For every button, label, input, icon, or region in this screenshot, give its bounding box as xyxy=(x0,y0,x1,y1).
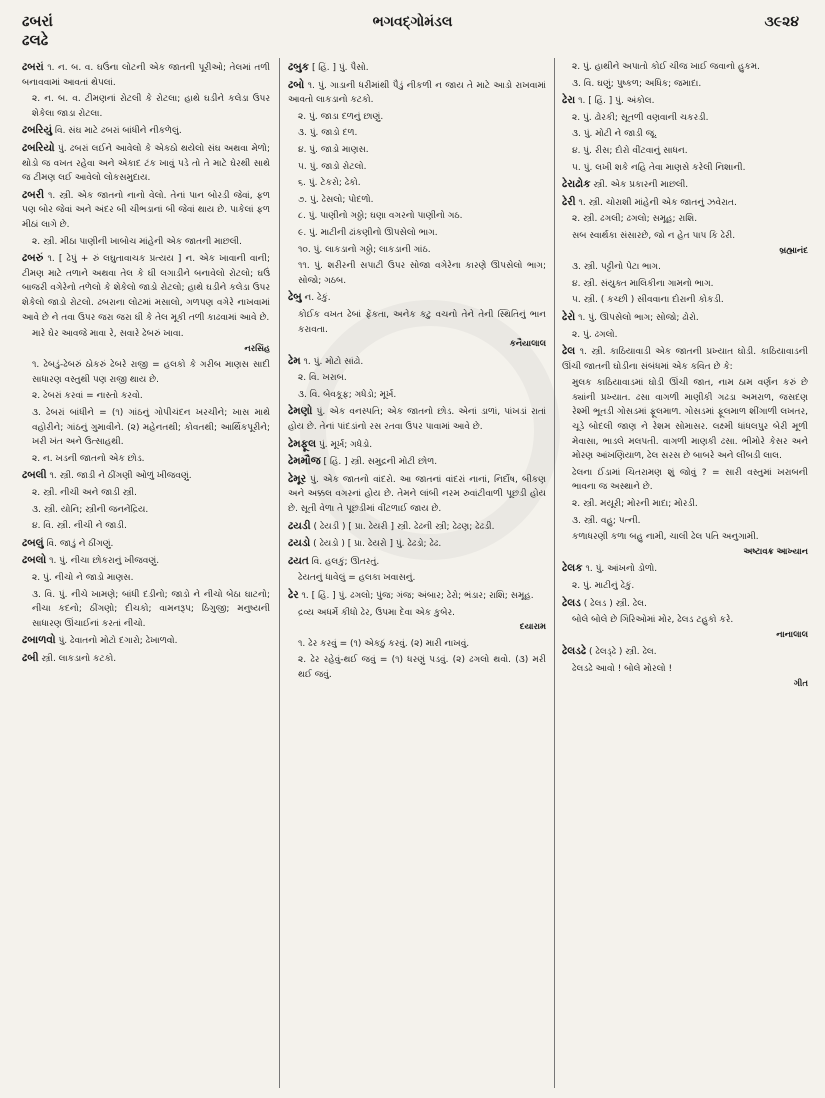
definition-text: ૨. સ્ત્રી. નીચી અને જાડી સ્ત્રી. xyxy=(32,488,137,499)
definition-text: ૪. સ્ત્રી. સંયુક્ત માલિકીના ગામનો ભાગ. xyxy=(572,278,714,289)
dictionary-entry xyxy=(562,229,808,258)
dictionary-entry xyxy=(288,554,546,570)
dictionary-entry xyxy=(288,472,546,517)
dictionary-entry xyxy=(288,519,546,535)
headword: ઢેરી xyxy=(562,195,576,208)
definition-text: ૧. [ હિં. ] પું. ઢગલો; પુંજ; ગંજ; અંબાર; ઢેરો; ભંડાર; રાશિ; સમૂહ. xyxy=(298,591,534,601)
definition-text: ઢેયતનું ધાવેલું = હલકા ખવાસનું. xyxy=(298,573,416,584)
definition-text: ૧. પું. ઊપસેલો ભાગ; સોજો; ઢોરો. xyxy=(575,312,699,323)
dictionary-entry xyxy=(288,388,546,403)
dictionary-entry xyxy=(288,571,546,586)
dictionary-entry xyxy=(22,553,270,569)
definition-text: વિ. જાડું ને ઠીંગણું. xyxy=(43,538,114,549)
headword: ઢેરો xyxy=(562,310,576,323)
headword: ઢબરું xyxy=(22,252,44,265)
dictionary-entry xyxy=(288,454,546,470)
dictionary-entry xyxy=(562,93,808,109)
dictionary-entry xyxy=(562,497,808,512)
definition-text: ૧૦. પું. લાકડાનો ગઠ્ઠો; લાકડાની ગાંઠ. xyxy=(298,244,431,255)
definition-text: પું. એક વનસ્પતિ; એક જાતનો છોડ. એનાં ડાળાં, પાંખડાં રાતાં હોય છે. તેનાં પાંદડાંનો રસ રતવા ઉપર પાવામાં આવે છે. xyxy=(288,407,546,433)
definition-text: ૩. વિ. બેવકૂફ; ગધેડો; મૂર્ખ. xyxy=(298,389,397,400)
dictionary-entry xyxy=(288,606,546,635)
dictionary-entry xyxy=(22,651,270,667)
headword: ઢબરી xyxy=(22,188,45,201)
headword: ઢેમૂર xyxy=(288,472,307,485)
definition-text: ૨. ઢેબરાં કરવાં = નાસ્તો કરવો. xyxy=(32,391,143,402)
definition-text: ૯. પું. માટીની ઢાંકણીનો ઊપસેલો ભાગ. xyxy=(298,227,438,238)
headword: ઢબી xyxy=(22,651,39,664)
dictionary-entry xyxy=(288,588,546,604)
definition-text: ૮. પું. પાણીનો ગઠ્ઠો; ઘણા વગરનો પાણીનો ગઠ. xyxy=(298,211,463,222)
dictionary-entry xyxy=(22,406,270,450)
dictionary-entry xyxy=(22,188,270,233)
dictionary-entry xyxy=(22,60,270,90)
dictionary-entry xyxy=(562,344,808,374)
headword: ઢબલી xyxy=(22,469,47,482)
dictionary-entry xyxy=(562,177,808,193)
definition-text: ઢેલડઢે આવો ! બોલે મોરલો ! xyxy=(572,663,673,674)
dictionary-entry xyxy=(562,260,808,275)
dictionary-entry xyxy=(562,530,808,559)
definition-text: ૧. પું. નીચા છોકરાનું ખીજવણું. xyxy=(46,556,160,567)
dictionary-entry xyxy=(288,308,546,352)
dictionary-entry xyxy=(288,404,546,434)
definition-text: ૨. સ્ત્રી. મીઠા પાણીની ખાબોચ માંહેની એક જાતની માછલી. xyxy=(32,236,242,247)
headword: ઢબાળવો xyxy=(22,634,56,647)
headword: ઢેમણો xyxy=(288,405,313,418)
dictionary-entry xyxy=(562,662,808,691)
definition-text: ૨. ઢેર રહેવું-થઈ જવું = (૧) ધરણું પડવું. (૨) ઢગલો થવો. (૩) મરી થઈ જવું. xyxy=(298,655,546,680)
headword: ઢબરાં xyxy=(22,61,44,73)
headword: ઢેમ xyxy=(288,354,301,367)
dictionary-entry xyxy=(288,126,546,141)
definition-text: ૨. સ્ત્રી. મયૂરી; મોરની માદા; મોરડી. xyxy=(572,499,698,510)
dictionary-entry xyxy=(562,127,808,142)
headword: ઢબરિયું xyxy=(22,124,53,137)
definition-text: ૨. પું. નીચો ને જાડો માણસ. xyxy=(32,573,134,583)
definition-text: ૫. પું. જાડો રોટલો. xyxy=(298,161,367,172)
definition-text: પું. મૂર્ખ; ગધેડો. xyxy=(316,439,373,450)
definition-text: [ હિં. ] પું. પૈસો. xyxy=(309,63,369,73)
dictionary-entry xyxy=(288,371,546,386)
dictionary-entry xyxy=(22,468,270,484)
citation-source: નાનાલાલ xyxy=(776,629,808,640)
definition-text: ૨. પું. ઢગલો. xyxy=(572,329,618,340)
definition-text: સ્ત્રી. લાકડાનો કટકો. xyxy=(38,653,117,664)
dictionary-entry xyxy=(22,503,270,518)
dictionary-entry xyxy=(288,354,546,370)
definition-text: ૧. ઢેબડું-ઢેબરું ઠોકરું ઢેબરે રાજી = હલકો કે ગરીબ માણસ સાદી સાધારણ વસ્તુથી પણ રાજી થાય છે. xyxy=(32,360,270,385)
definition-text: ૩. સ્ત્રી. યોનિ; સ્ત્રીની જનનેંદ્રિય. xyxy=(32,504,149,515)
dictionary-entry xyxy=(22,536,270,552)
dictionary-entry xyxy=(562,376,808,464)
dictionary-entry xyxy=(562,466,808,495)
dictionary-entry xyxy=(22,123,270,139)
definition-text: પું. ઢબરાં લઈને આવેલો કે એકઠો થયેલો સંઘ અથવા મેળો; થોડો જ વખત રહેવા અને એકાદ ટંક ખાવું પડે તો તે માટે ઘેરથી સાથે જ ટીમણ લઈ આવેલો લોકસમુદાય. xyxy=(22,143,270,184)
headword: ઢેલ xyxy=(562,345,576,358)
definition-text: ૩. પું. જાડો દળ. xyxy=(298,128,358,139)
headword: ઢેલક xyxy=(562,562,583,575)
headword: ઢયત xyxy=(288,554,309,567)
dictionary-entry xyxy=(562,579,808,594)
definition-text: ૨. પું. હાથીને અપાતો કોઈ ચીજ ખાઈ જવાનો હુકમ. xyxy=(572,62,760,72)
definition-text: વિ. સંઘ માટે ઢબરાં બાંધીને નીકળેલું. xyxy=(52,126,182,137)
definition-text: ૪. પું. જાડો માણસ. xyxy=(298,144,369,155)
definition-text: ૧૧. પું. શરીરની સપાટી ઉપર સોજા વગેરેના કારણે ઊપસેલો ભાગ; સોજો; ગઠબ. xyxy=(298,261,546,286)
headword: ઢબો xyxy=(288,78,305,91)
definition-text: પું. એક જાતનો વાંદરો. આ જાતનાં વાંદરાં નાનાં, નિર્દોષ, બીકણ અને અક્કલ વગરનાં હોય છે. તેમને લાંબી નરમ રુવાંટીવાળી પૂછડી હોય છે. સૂતી વેળા તે પૂછડીમાં વીંટળાઈ જાય છે. xyxy=(288,474,546,515)
dictionary-entry xyxy=(288,259,546,288)
definition-text: ૧. સ્ત્રી. ચોરાશી માંહેની એક જાતનું ઝવેરાત. xyxy=(575,197,737,208)
dictionary-entry xyxy=(562,195,808,211)
dictionary-entry xyxy=(562,561,808,577)
column-1 xyxy=(22,60,270,1090)
definition-text: ૧. સ્ત્રી. કાઠિયાવાડી એક જાતની પ્રખ્યાત ઘોડી. કાઠિયાવાડની ઊંચી જાતની ઘોડીના સંબંધમાં એક કવિત છે કે: xyxy=(562,347,808,372)
definition-text: કળાધરણી કળા બહુ નામી, ચાલી ઢેલ પતિ અનુગામી. xyxy=(572,532,759,543)
dictionary-entry xyxy=(562,161,808,176)
definition-text: ( ઢેલડ્ઢે ) સ્ત્રી. ઢેલ. xyxy=(586,647,657,658)
headword: ઢબલો xyxy=(22,554,47,567)
dictionary-entry xyxy=(288,536,546,552)
definition-text: વિ. હલકું; ઊતરતું. xyxy=(308,556,380,567)
citation-source: કનૈયાલાલ xyxy=(509,339,546,350)
definition-text: સબ સ્વાર્થકા સંસારછે, જો ન હેત પાપ કિ ઢેરી. xyxy=(572,230,736,241)
dictionary-entry xyxy=(288,653,546,682)
headword: ઢેલડઢે xyxy=(562,645,587,658)
headword: ઢેમફૂલ xyxy=(288,437,317,450)
definition-text: ૨. પું. જાડા દળનું છાણું. xyxy=(298,111,384,122)
dictionary-entry xyxy=(22,251,270,325)
definition-text: ૫. પું. લખી શકે નહિ તેવા માણસે કરેલી નિશાની. xyxy=(572,162,746,173)
dictionary-entry xyxy=(288,193,546,208)
dictionary-entry xyxy=(22,327,270,356)
definition-text: ૩. સ્ત્રી. પટ્ટીનો પેટા ભાગ. xyxy=(572,262,661,273)
definition-text: ૩. ઢેબરાં બાંધીને = (૧) ગાંઠનું ગોપીચંદન ખરચીને; ખાસ માથે વહોરીને; ગાંઠનું ગુમાવીને. (૨) મહેનતથી; કોવતથી; આર્થિકપૂરીને; ખરી ખંત અને ઉત્સાહથી. xyxy=(32,408,270,448)
dictionary-entry xyxy=(22,92,270,121)
definition-text: ૨. પું. ઢોરકી; સૂતળી વણવાની ચકરડી. xyxy=(572,112,709,123)
dictionary-entry xyxy=(22,486,270,501)
dictionary-entry xyxy=(562,613,808,642)
column-2 xyxy=(288,60,546,1090)
definition-text: ૧. સ્ત્રી. જાડી ને ઠીંગણી ઓળું ખીજવણું. xyxy=(46,471,192,482)
citation-source: અષ્ટાવક્ર આખ્યાન xyxy=(743,546,808,557)
dictionary-entry xyxy=(288,209,546,224)
dictionary-entry xyxy=(562,60,808,75)
dictionary-entry xyxy=(562,144,808,159)
definition-text: ૧. [ હિં. ] પું. અંકોલ. xyxy=(575,96,655,107)
page-number: ૩૯૨૪ xyxy=(764,14,799,30)
dictionary-entry xyxy=(288,160,546,175)
definition-text: મુલક કાઠિયાવાડમાં ઘોડી ઊંચી જાત, નામ ઠામ વર્ણન કરું છે ક્યાંની પ્રખ્યાત. ઢસા વાગળી માણીકી ગઢડા અમરાળ, જસદણ રેશ્મી ભૂતડી ગોસડમાં ફૂલમાળ. ગોસડમાં ફૂલમાળ શીંગાળી લખતર, ચૂડે બોદલી જાણ ને રેશમ સોમાસર. લક્ષ્મી ધાંધલપુર બેરી મૂળી મેવાસા, ભાડલે મલપતી. વાગળી માણકી ઢસા. ભીમોરે કેસર અને મોરણ આંખણિયાળ, ઢેલ સરસ છે બાબરે અને લીંબડી લાલ. xyxy=(572,378,808,462)
definition-text: ( ઢેલડ ) સ્ત્રી. ઢેલ. xyxy=(580,598,647,609)
dictionary-entry xyxy=(288,290,546,306)
definition-text: ૭. પું. ઢેસલો; પોદળો. xyxy=(298,194,374,205)
dictionary-entry xyxy=(288,78,546,108)
dictionary-entry xyxy=(22,358,270,387)
definition-text: ઢેલના ઈંડામાં ચિતરામણ શું જોવું ? = સારી વસ્તુમાં ખરાબની ભાવના જ અસ્થાને છે. xyxy=(572,467,808,493)
headword: ઢેરા xyxy=(562,94,576,107)
headword: ઢેમમૌજ xyxy=(288,455,321,468)
page-title: ભગવદ્ગોમંડલ xyxy=(372,14,453,30)
headword: ઢેલડ xyxy=(562,596,581,609)
definition-text: ૨. સ્ત્રી. ઢગલી; ઢગલો; સમૂહ; રાશિ. xyxy=(572,214,698,225)
definition-text: ૩. વિ. ઘણું; પુષ્કળ; અધિક; જમાદા. xyxy=(572,78,702,89)
definition-text: ૩. વિ. પું. નીચે ખામણે; બાંધી દડીનો; જાડો ને નીચો બેઠા ઘાટનો; નીચા કદનો; ઠીંગણો; દીચકો; વામનરૂપ; ઠિંગુજી; મનુષ્યની સાધારણ ઊંચાઈનાં કરતાં નીચો. xyxy=(32,589,270,629)
definition-text: મારે ઘેર આવજે માવા રે, સવારે ઢેબરું ખાવા. xyxy=(32,329,184,340)
headword: ઢબુક xyxy=(288,61,310,73)
definition-text: સ્ત્રી. એક પ્રકારની માછલી. xyxy=(590,180,689,191)
dictionary-entry xyxy=(288,637,546,652)
definition-text: ન. ઢેકું. xyxy=(301,293,331,304)
dictionary-entry xyxy=(562,514,808,529)
dictionary-entry xyxy=(22,633,270,649)
definition-text: ૨. ન. બ. વ. ટીમણનાં રોટલી કે રોટલા; હાથે ઘડીને કલેડા ઉપર શેકેલા જાડા રોટલા. xyxy=(32,94,270,119)
dictionary-entry xyxy=(288,143,546,158)
definition-text: ૩. સ્ત્રી. વહુ; પત્ની. xyxy=(572,515,641,526)
citation-source: નરસિંહ xyxy=(244,343,270,354)
citation-source: બ્રહ્માનંદ xyxy=(779,245,808,256)
definition-text: ૧. પું. મોટો સાંઢો. xyxy=(300,356,364,367)
headword: ઢબરિયો xyxy=(22,141,55,154)
dictionary-entry xyxy=(562,596,808,612)
page-header xyxy=(0,0,825,52)
headword: ઢેબુ xyxy=(288,291,302,304)
dictionary-entry xyxy=(288,60,546,76)
dictionary-entry xyxy=(288,176,546,191)
definition-text: ૧. સ્ત્રી. એક જાતનો નાનો વેલો. તેનાં પાન બોરડી જેવાં, ફળ પણ બોર જેવાં અને અંદર બી ચીભડાનાં બી જેવાં થાય છે. પાકેલાં ફળ મીઠાં લાગે છે. xyxy=(22,190,270,230)
definition-text: [ હિં. ] સ્ત્રી. સમુદ્રની મોટી છોળ. xyxy=(320,457,438,468)
definition-text: ૫. સ્ત્રી. ( કચ્છી ) સીવવાના દોરાની કોકડી. xyxy=(572,295,724,306)
definition-text: ૧. પું. ગાડાની ધરીમાંથી પૈડું નીકળી ન જાય તે માટે આડો રાખવામાં આવતો લાકડાનો કટકો. xyxy=(288,80,546,106)
definition-text: બોલે બોલે છે ગિરિઓમાં મોર, ઢેલડ ટહુકો કરે. xyxy=(572,615,734,626)
dictionary-entry xyxy=(288,437,546,453)
dictionary-entry xyxy=(562,212,808,227)
definition-text: ૨. ન. ખડની જાતનો એક છોડ. xyxy=(32,453,145,464)
headword: ઢયડો xyxy=(288,537,311,550)
definition-text: દ્રવ્ય અધર્મે કીધો ઢેર, ઉપમા દેવા એક કુબેર. xyxy=(298,607,455,618)
definition-text: ૬. પું. ટેકરો; ઢેકો. xyxy=(298,178,361,189)
column-3 xyxy=(562,60,808,1090)
definition-text: ૧. ન. બ. વ. ઘઉંના લોટની એક જાતની પૂરીઓ; તેલમાં તળી બનાવવામાં આવતાં થેપલાં. xyxy=(22,63,270,88)
dictionary-entry xyxy=(562,644,808,660)
dictionary-entry xyxy=(562,111,808,126)
definition-text: ૧. પું. આંખનો ડોળો. xyxy=(582,564,658,575)
headword: ઢયડી xyxy=(288,519,311,532)
dictionary-entry xyxy=(22,519,270,534)
definition-text: ( ઢેયડી ) [ પ્રા. ઢેયરી ] સ્ત્રી. ઢેઢની સ્ત્રી; ઢેઢણ; ઢેઢડી. xyxy=(310,521,495,532)
dictionary-entry xyxy=(562,328,808,343)
citation-source: ગીત xyxy=(793,678,808,689)
definition-text: ૩. પું. મોટી ને જાડી જૂ. xyxy=(572,129,657,140)
dictionary-entry xyxy=(22,235,270,250)
dictionary-entry xyxy=(562,293,808,308)
dictionary-entry xyxy=(22,571,270,586)
definition-text: પું. ઢેવાતનો મોટો દગારો; ઢેખાળવો. xyxy=(55,636,178,647)
citation-source: દયારામ xyxy=(519,622,546,633)
headword: ઢબલું xyxy=(22,536,44,549)
dictionary-entry xyxy=(22,452,270,467)
dictionary-entry xyxy=(288,243,546,258)
dictionary-entry xyxy=(22,588,270,632)
dictionary-entry xyxy=(288,226,546,241)
definition-text: ૧. [ ઢેપું + રું લઘુતાવાચક પ્રત્યય ] ન. એક ખાવાની વાની; ટીમણ માટે તળાને અથવા તેલ કે ઘી લગાડીને બનાવેલો રોટલો; ઘઉં બાજરી વગેરેનો તળેલો કે શેકેલો જાડો રોટલો; હાથે ઘડીને કલેડા ઉપર શેકેલો જાડો રોટલો. ઢબરાના લોટમાં મસાલો, ગળપણ વગેરે નાખવામાં આવે છે ને તવા ઉપર જરા જરા ઘી કે તેલ મૂકી તળી કાઢવામાં આવે છે. xyxy=(22,254,270,323)
dictionary-entry xyxy=(562,77,808,92)
definition-text: ૪. પું. રીસ; દોરો વીંટવાનું સાધન. xyxy=(572,145,688,156)
definition-text: ૪. વિ. સ્ત્રી. નીચી ને જાડી. xyxy=(32,521,127,532)
definition-text: ૨. પું. માટીનું ઢેકું. xyxy=(572,581,635,591)
dictionary-entry xyxy=(562,310,808,326)
dictionary-entry xyxy=(22,141,270,186)
dictionary-entry xyxy=(288,110,546,125)
dictionary-entry xyxy=(562,277,808,292)
guide-word-first: ઢબરાં xyxy=(22,12,53,30)
headword: ઢેર xyxy=(288,589,299,601)
guide-word-last: ઢલઢે xyxy=(22,31,49,49)
definition-text: ૧. ઢેર કરવું = (૧) એકઠું કરવું. (૨) મારી નાખવું. xyxy=(298,638,470,649)
dictionary-entry xyxy=(22,389,270,404)
definition-text: ૨. વિ. ખરાબ. xyxy=(298,373,347,384)
headword: ઢેરાઢોક xyxy=(562,178,591,191)
dictionary-columns xyxy=(22,60,808,1090)
definition-text: કોઈક વખત ઢેબાં ફેંકતા, અનેક કટુ વચનો તેને તેની સ્થિતિનું ભાન કરાવતા. xyxy=(298,309,546,335)
definition-text: ( ઢેયડો ) [ પ્રા. ઢેયરો ] પું. ઢેઢડો; ઢેઢ. xyxy=(310,539,442,550)
